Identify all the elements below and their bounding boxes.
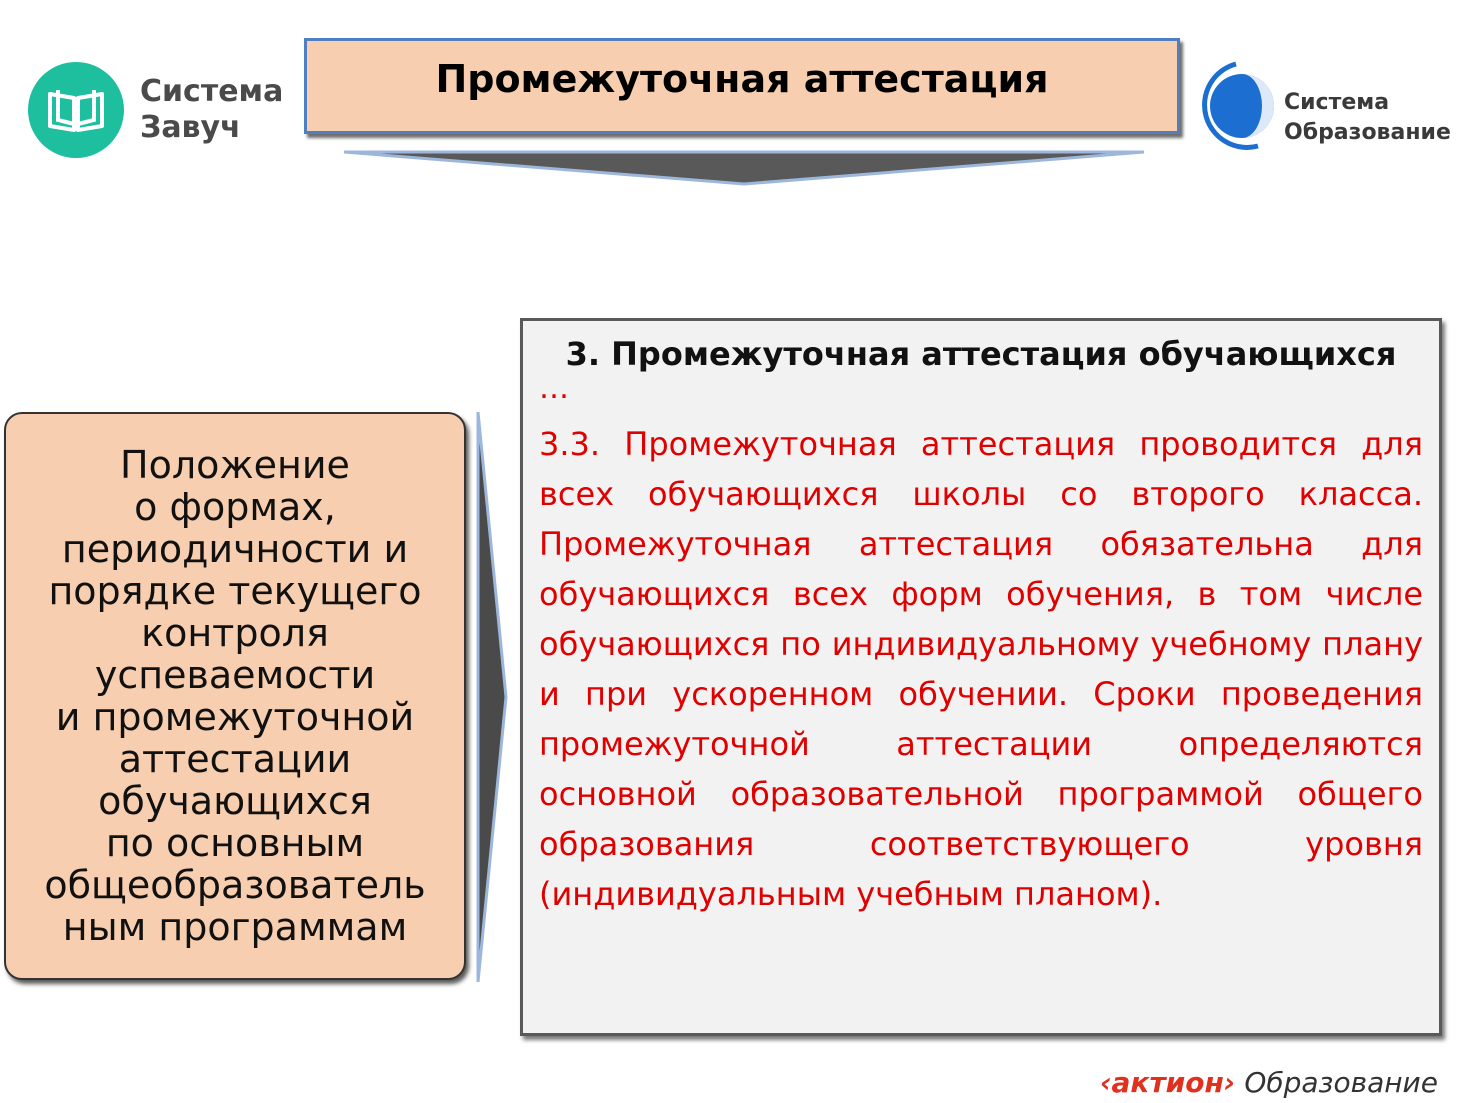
excerpt-box [520, 318, 1442, 1036]
section-text: 3.3. Промежуточная аттестация проводится для всех обучающихся школы со второго класса. Промежуточная аттестация обязательна для обучающихся всех форм обучения, в том числе обучающихся по индивидуальному учебному плану и при ускоренном обучении. Сроки проведения промежуточной аттестации определяются основной образовательной программой общего образования соответствующего уровня (индивидуальным учебным планом). [539, 425, 1423, 913]
globe-icon [1196, 58, 1282, 154]
logo-right-line1: Система [1284, 90, 1390, 115]
sistema-obrazovanie-logo [1196, 58, 1466, 158]
footer-brand-suffix: Образование [1244, 1066, 1438, 1099]
footer-brand: ‹актион› [1100, 1066, 1236, 1099]
sistema-zavuch-logo [28, 62, 288, 162]
logo-left-line2: Завуч [140, 110, 241, 145]
document-title-box [4, 412, 466, 980]
title-down-arrow-icon [344, 148, 1144, 186]
book-icon [28, 62, 124, 158]
logo-left-line1: Система [140, 74, 284, 109]
section-heading: 3. Промежуточная аттестация обучающихся [565, 335, 1397, 373]
title-banner [304, 38, 1180, 134]
aktion-logo [1100, 1066, 1438, 1099]
omission-mark: … [539, 371, 569, 406]
right-arrow-icon [476, 412, 510, 982]
document-title: Положение о формах, периодичности и порядке текущего контроля успеваемости и промежуточной аттестации обучающихся по основным общеобразователь ным программам [44, 443, 426, 949]
logo-right-line2: Образование [1284, 120, 1451, 145]
page-title: Промежуточная аттестация [435, 57, 1049, 101]
